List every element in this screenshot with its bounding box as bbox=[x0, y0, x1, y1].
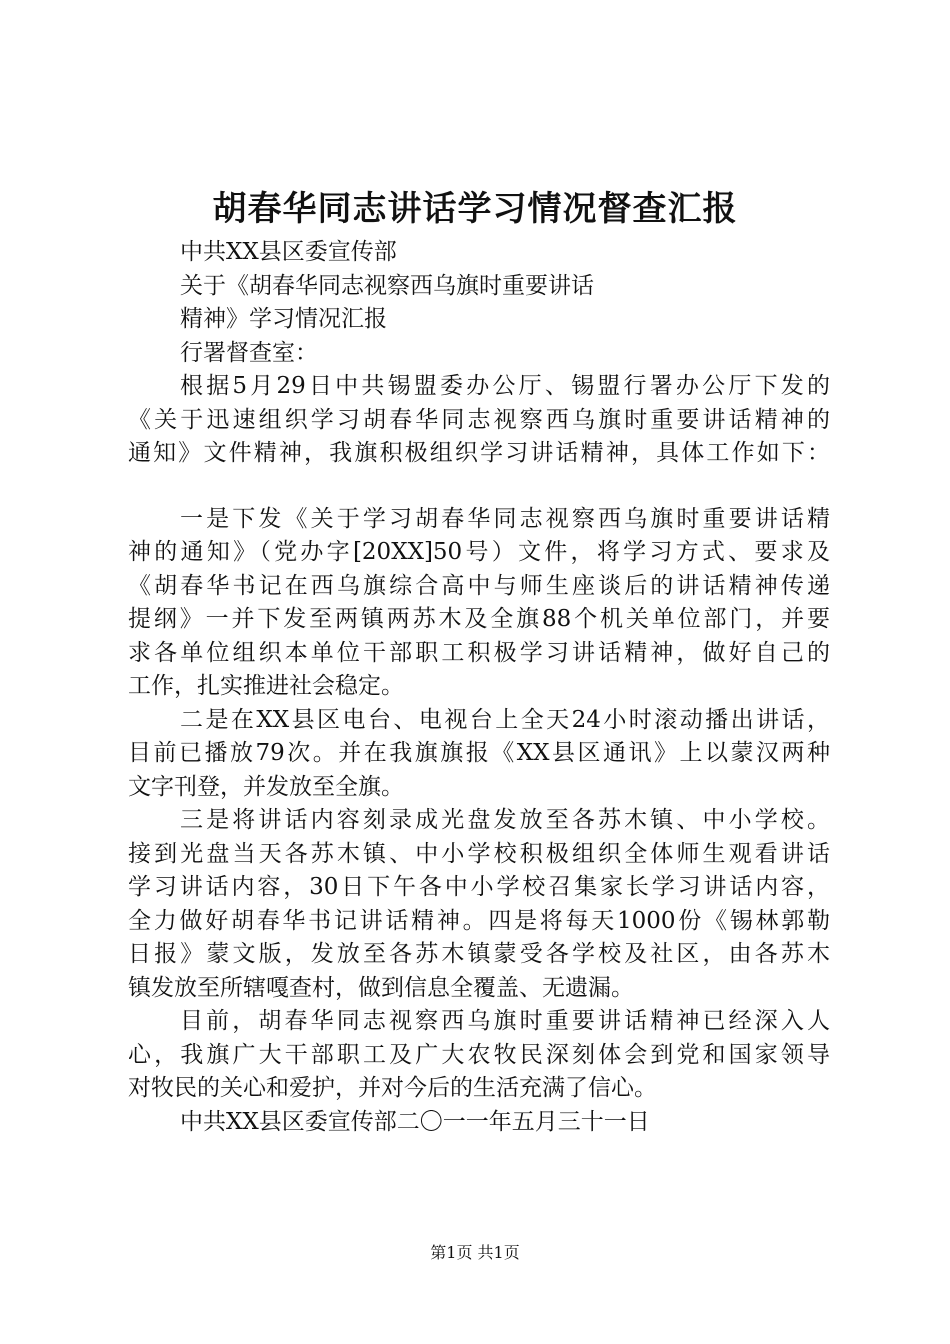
document-body bbox=[128, 236, 830, 1139]
text-line: 目前已播放79次。并在我旗旗报《XX县区通讯》上以蒙汉两种 bbox=[128, 740, 830, 766]
text-line: 提纲》一并下发至两镇两苏木及全旗88个机关单位部门，并要 bbox=[128, 606, 830, 632]
text-line: 一是下发《关于学习胡春华同志视察西乌旗时重要讲话精 bbox=[180, 505, 830, 532]
text-line: 《关于迅速组织学习胡春华同志视察西乌旗时重要讲话精神的 bbox=[128, 406, 830, 433]
text-line: 工作，扎实推进社会稳定。 bbox=[128, 673, 404, 699]
text-line: 日报》蒙文版，发放至各苏木镇蒙受各学校及社区，由各苏木 bbox=[128, 941, 830, 967]
text-line: 神的通知》（党办字[20XX]50号）文件，将学习方式、要求及 bbox=[128, 539, 830, 565]
text-line: 学习讲话内容，30日下午各中小学校召集家长学习讲话内容， bbox=[128, 874, 830, 900]
text-line: 通知》文件精神，我旗积极组织学习讲话精神，具体工作如下： bbox=[128, 440, 830, 466]
page-number: 第1页 共1页 bbox=[430, 1243, 520, 1262]
text-line: 中共XX县区委宣传部二〇一一年五月三十一日 bbox=[180, 1108, 650, 1135]
text-line: 镇发放至所辖嘎查村，做到信息全覆盖、无遗漏。 bbox=[128, 974, 634, 1001]
text-line: 接到光盘当天各苏木镇、中小学校积极组织全体师生观看讲话 bbox=[128, 840, 830, 867]
text-line: 精神》学习情况汇报 bbox=[180, 306, 387, 332]
text-line: 文字刊登，并发放至全旗。 bbox=[128, 773, 404, 800]
paragraph-gap bbox=[128, 471, 830, 503]
text-line: 全力做好胡春华书记讲话精神。四是将每天1000份《锡林郭勒 bbox=[128, 907, 830, 934]
text-line: 对牧民的关心和爱护，并对今后的生活充满了信心。 bbox=[128, 1075, 657, 1101]
text-line: 中共XX县区委宣传部 bbox=[180, 239, 397, 265]
document-title: 胡春华同志讲话学习情况督查汇报 bbox=[212, 189, 738, 229]
text-line: 根据5月29日中共锡盟委办公厅、锡盟行署办公厅下发的 bbox=[180, 373, 830, 399]
text-line: 关于《胡春华同志视察西乌旗时重要讲话 bbox=[180, 272, 594, 299]
text-line: 求各单位组织本单位干部职工积极学习讲话精神，做好自己的 bbox=[128, 639, 830, 666]
text-line: 目前，胡春华同志视察西乌旗时重要讲话精神已经深入人 bbox=[180, 1008, 830, 1034]
text-line: 心，我旗广大干部职工及广大农牧民深刻体会到党和国家领导 bbox=[128, 1041, 830, 1068]
text-line: 二是在XX县区电台、电视台上全天24小时滚动播出讲话， bbox=[180, 706, 830, 733]
text-line: 《胡春华书记在西乌旗综合高中与师生座谈后的讲话精神传递 bbox=[128, 572, 830, 599]
text-line: 行署督查室： bbox=[180, 339, 318, 366]
text-line: 三是将讲话内容刻录成光盘发放至各苏木镇、中小学校。 bbox=[180, 807, 830, 833]
